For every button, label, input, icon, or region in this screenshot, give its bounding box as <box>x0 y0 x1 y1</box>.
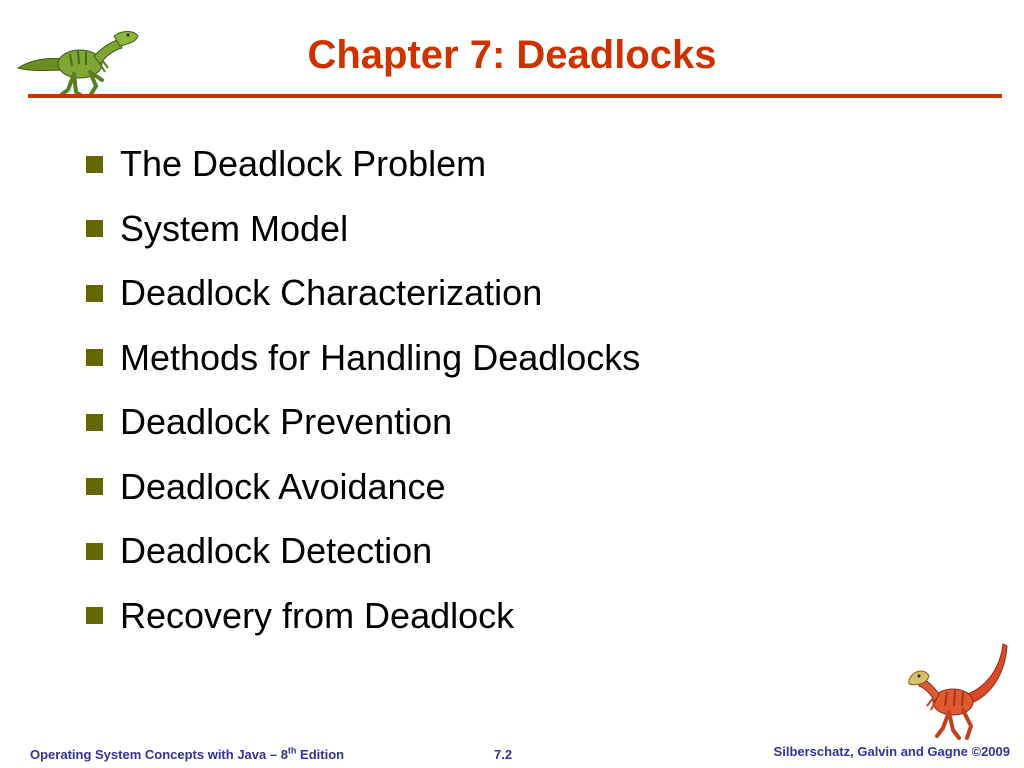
list-item <box>86 519 640 584</box>
square-bullet-icon <box>86 220 103 237</box>
slide-title: Chapter 7: Deadlocks <box>307 33 717 77</box>
list-item <box>86 197 640 262</box>
list-item <box>86 390 640 455</box>
list-item-text: The Deadlock Problem <box>120 143 487 185</box>
list-item <box>86 132 640 197</box>
footer-page-number: 7.2 <box>494 747 513 762</box>
list-item-text: Deadlock Detection <box>120 530 433 572</box>
footer-copyright: Silberschatz, Galvin and Gagne ©2009 <box>773 744 1010 759</box>
list-item-text: Recovery from Deadlock <box>120 594 515 636</box>
square-bullet-icon <box>86 156 103 173</box>
list-item <box>86 261 640 326</box>
list-item-text: Methods for Handling Deadlocks <box>120 336 641 378</box>
footer-book-title: Operating System Concepts with Java – 8th Edition <box>30 745 345 762</box>
list-item-text: Deadlock Avoidance <box>120 465 446 507</box>
list-item-text: Deadlock Characterization <box>120 272 543 314</box>
title-divider <box>28 94 1002 98</box>
topic-list <box>86 132 640 648</box>
red-dinosaur-icon <box>905 640 1010 745</box>
list-item <box>86 584 640 649</box>
square-bullet-icon <box>86 607 103 624</box>
square-bullet-icon <box>86 414 103 431</box>
list-item <box>86 455 640 520</box>
list-item-text: System Model <box>120 207 349 249</box>
square-bullet-icon <box>86 285 103 302</box>
square-bullet-icon <box>86 349 103 366</box>
square-bullet-icon <box>86 543 103 560</box>
list-item-text: Deadlock Prevention <box>120 401 453 443</box>
list-item <box>86 326 640 391</box>
square-bullet-icon <box>86 478 103 495</box>
